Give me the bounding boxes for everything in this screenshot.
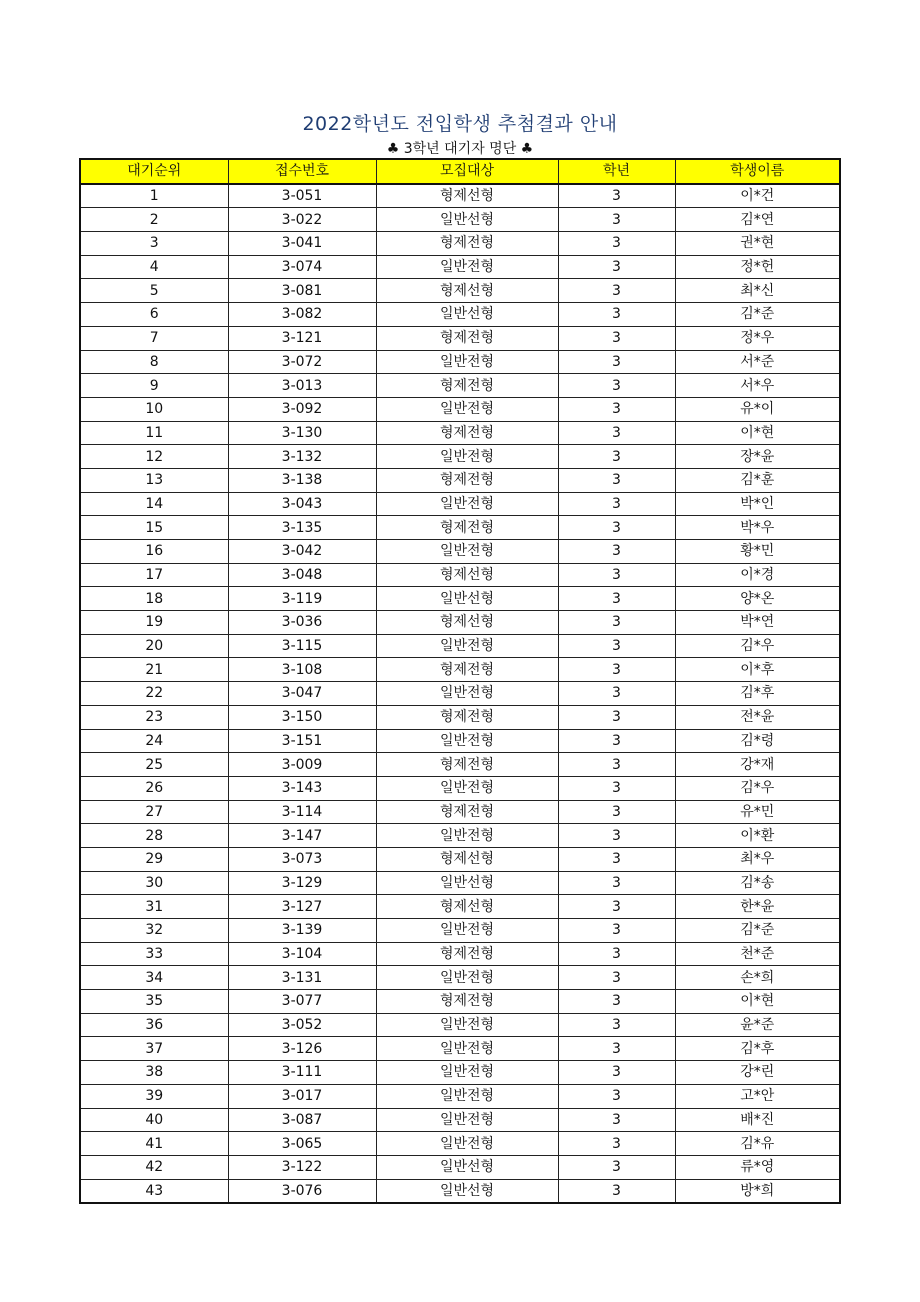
cell-admission-type: 형제전형 [376,468,558,492]
cell-admission-type: 일반선형 [376,871,558,895]
cell-application-number: 3-081 [228,279,376,303]
cell-grade: 3 [558,516,675,540]
cell-admission-type: 일반전형 [376,1132,558,1156]
cell-student-name: 이*건 [675,184,840,208]
cell-student-name: 장*윤 [675,445,840,469]
cell-application-number: 3-127 [228,895,376,919]
cell-admission-type: 일반전형 [376,634,558,658]
cell-rank: 4 [80,255,228,279]
cell-application-number: 3-151 [228,729,376,753]
cell-rank: 32 [80,919,228,943]
cell-rank: 1 [80,184,228,208]
cell-rank: 7 [80,326,228,350]
cell-admission-type: 일반전형 [376,255,558,279]
cell-grade: 3 [558,255,675,279]
table-row [80,516,840,540]
cell-grade: 3 [558,1108,675,1132]
table-row [80,184,840,208]
table-row [80,705,840,729]
cell-rank: 19 [80,611,228,635]
cell-rank: 34 [80,966,228,990]
table-row [80,1013,840,1037]
cell-grade: 3 [558,184,675,208]
cell-admission-type: 형제전형 [376,658,558,682]
cell-grade: 3 [558,990,675,1014]
cell-admission-type: 일반전형 [376,1084,558,1108]
cell-rank: 20 [80,634,228,658]
cell-admission-type: 일반전형 [376,729,558,753]
table-row [80,540,840,564]
cell-admission-type: 형제전형 [376,326,558,350]
cell-student-name: 이*현 [675,421,840,445]
cell-application-number: 3-135 [228,516,376,540]
cell-grade: 3 [558,563,675,587]
cell-grade: 3 [558,445,675,469]
cell-rank: 8 [80,350,228,374]
cell-rank: 5 [80,279,228,303]
cell-rank: 36 [80,1013,228,1037]
table-row [80,682,840,706]
cell-student-name: 정*우 [675,326,840,350]
table-row [80,895,840,919]
cell-student-name: 권*현 [675,232,840,256]
cell-rank: 21 [80,658,228,682]
cell-application-number: 3-076 [228,1179,376,1203]
cell-grade: 3 [558,776,675,800]
cell-grade: 3 [558,824,675,848]
cell-application-number: 3-047 [228,682,376,706]
table-row [80,421,840,445]
cell-application-number: 3-104 [228,942,376,966]
cell-rank: 12 [80,445,228,469]
cell-application-number: 3-143 [228,776,376,800]
cell-rank: 13 [80,468,228,492]
table-row [80,255,840,279]
cell-application-number: 3-139 [228,919,376,943]
cell-application-number: 3-129 [228,871,376,895]
cell-rank: 16 [80,540,228,564]
cell-rank: 11 [80,421,228,445]
cell-student-name: 이*현 [675,990,840,1014]
header-rank: 대기순위 [80,159,228,184]
cell-grade: 3 [558,1155,675,1179]
table-row [80,208,840,232]
cell-grade: 3 [558,753,675,777]
cell-admission-type: 일반전형 [376,1061,558,1085]
table-row [80,1084,840,1108]
cell-grade: 3 [558,1013,675,1037]
cell-student-name: 천*준 [675,942,840,966]
cell-admission-type: 일반전형 [376,1013,558,1037]
table-row [80,776,840,800]
cell-rank: 17 [80,563,228,587]
table-row [80,847,840,871]
cell-student-name: 방*희 [675,1179,840,1203]
cell-student-name: 최*우 [675,847,840,871]
cell-rank: 27 [80,800,228,824]
cell-admission-type: 형제전형 [376,800,558,824]
cell-student-name: 강*재 [675,753,840,777]
cell-student-name: 배*진 [675,1108,840,1132]
table-body [80,184,840,1204]
cell-application-number: 3-073 [228,847,376,871]
table-row [80,990,840,1014]
cell-student-name: 이*환 [675,824,840,848]
cell-admission-type: 일반선형 [376,587,558,611]
cell-grade: 3 [558,208,675,232]
table-row [80,350,840,374]
cell-admission-type: 형제전형 [376,753,558,777]
cell-application-number: 3-147 [228,824,376,848]
cell-application-number: 3-119 [228,587,376,611]
cell-rank: 40 [80,1108,228,1132]
cell-grade: 3 [558,729,675,753]
cell-application-number: 3-042 [228,540,376,564]
cell-admission-type: 형제전형 [376,421,558,445]
cell-rank: 10 [80,397,228,421]
cell-grade: 3 [558,1037,675,1061]
table-row [80,303,840,327]
waitlist-table [79,158,841,1204]
cell-rank: 14 [80,492,228,516]
cell-student-name: 김*유 [675,1132,840,1156]
cell-grade: 3 [558,350,675,374]
cell-admission-type: 형제선형 [376,184,558,208]
cell-grade: 3 [558,871,675,895]
table-row [80,634,840,658]
header-admission-type: 모집대상 [376,159,558,184]
cell-admission-type: 형제선형 [376,895,558,919]
cell-rank: 23 [80,705,228,729]
cell-application-number: 3-126 [228,1037,376,1061]
cell-grade: 3 [558,492,675,516]
cell-student-name: 손*희 [675,966,840,990]
cell-grade: 3 [558,800,675,824]
cell-rank: 6 [80,303,228,327]
table-row [80,729,840,753]
cell-application-number: 3-150 [228,705,376,729]
header-grade: 학년 [558,159,675,184]
cell-admission-type: 일반전형 [376,824,558,848]
cell-grade: 3 [558,468,675,492]
cell-application-number: 3-013 [228,374,376,398]
cell-student-name: 김*준 [675,919,840,943]
cell-application-number: 3-022 [228,208,376,232]
cell-student-name: 전*윤 [675,705,840,729]
cell-student-name: 최*신 [675,279,840,303]
cell-admission-type: 형제선형 [376,279,558,303]
cell-student-name: 강*린 [675,1061,840,1085]
table-row [80,587,840,611]
cell-student-name: 김*우 [675,776,840,800]
cell-admission-type: 일반전형 [376,350,558,374]
cell-rank: 18 [80,587,228,611]
cell-application-number: 3-115 [228,634,376,658]
table-row [80,1179,840,1203]
cell-admission-type: 형제전형 [376,990,558,1014]
table-row [80,326,840,350]
cell-student-name: 김*우 [675,634,840,658]
cell-student-name: 정*헌 [675,255,840,279]
cell-admission-type: 일반전형 [376,919,558,943]
cell-admission-type: 형제선형 [376,611,558,635]
cell-admission-type: 일반전형 [376,445,558,469]
cell-grade: 3 [558,895,675,919]
cell-admission-type: 형제선형 [376,563,558,587]
table-row [80,1155,840,1179]
cell-application-number: 3-108 [228,658,376,682]
cell-student-name: 김*후 [675,682,840,706]
table-row [80,658,840,682]
cell-student-name: 박*우 [675,516,840,540]
cell-student-name: 서*우 [675,374,840,398]
cell-application-number: 3-041 [228,232,376,256]
table-row [80,1108,840,1132]
cell-student-name: 박*인 [675,492,840,516]
cell-rank: 28 [80,824,228,848]
cell-rank: 9 [80,374,228,398]
cell-application-number: 3-087 [228,1108,376,1132]
table-row [80,279,840,303]
header-row [80,159,840,184]
cell-grade: 3 [558,1132,675,1156]
cell-grade: 3 [558,634,675,658]
cell-grade: 3 [558,682,675,706]
cell-admission-type: 일반전형 [376,397,558,421]
table-row [80,1132,840,1156]
cell-student-name: 유*민 [675,800,840,824]
cell-application-number: 3-043 [228,492,376,516]
cell-admission-type: 일반전형 [376,776,558,800]
cell-admission-type: 형제전형 [376,374,558,398]
cell-grade: 3 [558,942,675,966]
cell-grade: 3 [558,303,675,327]
cell-rank: 35 [80,990,228,1014]
cell-grade: 3 [558,1061,675,1085]
cell-student-name: 서*준 [675,350,840,374]
cell-application-number: 3-114 [228,800,376,824]
cell-rank: 31 [80,895,228,919]
cell-student-name: 윤*준 [675,1013,840,1037]
cell-rank: 24 [80,729,228,753]
cell-application-number: 3-130 [228,421,376,445]
cell-admission-type: 일반전형 [376,540,558,564]
cell-student-name: 황*민 [675,540,840,564]
cell-student-name: 김*송 [675,871,840,895]
cell-admission-type: 형제전형 [376,516,558,540]
cell-student-name: 한*윤 [675,895,840,919]
table-row [80,1037,840,1061]
cell-student-name: 이*후 [675,658,840,682]
cell-student-name: 유*이 [675,397,840,421]
cell-admission-type: 형제전형 [376,705,558,729]
table-row [80,966,840,990]
table-row [80,753,840,777]
cell-student-name: 류*영 [675,1155,840,1179]
cell-student-name: 김*준 [675,303,840,327]
cell-grade: 3 [558,658,675,682]
cell-rank: 22 [80,682,228,706]
document-subtitle: ♣ 3학년 대기자 명단 ♣ [386,141,534,157]
cell-application-number: 3-111 [228,1061,376,1085]
table-row [80,611,840,635]
cell-grade: 3 [558,279,675,303]
cell-grade: 3 [558,587,675,611]
cell-grade: 3 [558,1084,675,1108]
cell-admission-type: 형제전형 [376,232,558,256]
cell-application-number: 3-074 [228,255,376,279]
table-header [80,159,840,184]
cell-application-number: 3-048 [228,563,376,587]
document-title: 2022학년도 전입학생 추첨결과 안내 [302,113,618,135]
cell-application-number: 3-092 [228,397,376,421]
table-row [80,871,840,895]
cell-rank: 15 [80,516,228,540]
cell-application-number: 3-138 [228,468,376,492]
table-row [80,800,840,824]
cell-rank: 39 [80,1084,228,1108]
header-student-name: 학생이름 [675,159,840,184]
cell-student-name: 양*온 [675,587,840,611]
cell-rank: 38 [80,1061,228,1085]
cell-admission-type: 일반전형 [376,492,558,516]
table-row [80,445,840,469]
cell-application-number: 3-131 [228,966,376,990]
cell-student-name: 박*연 [675,611,840,635]
table-row [80,232,840,256]
cell-admission-type: 일반선형 [376,208,558,232]
cell-grade: 3 [558,705,675,729]
cell-grade: 3 [558,374,675,398]
cell-admission-type: 일반선형 [376,1155,558,1179]
cell-admission-type: 일반선형 [376,1179,558,1203]
cell-admission-type: 일반선형 [376,303,558,327]
cell-student-name: 이*경 [675,563,840,587]
cell-grade: 3 [558,966,675,990]
cell-rank: 43 [80,1179,228,1203]
cell-rank: 33 [80,942,228,966]
cell-grade: 3 [558,611,675,635]
cell-grade: 3 [558,847,675,871]
cell-admission-type: 형제전형 [376,942,558,966]
cell-application-number: 3-051 [228,184,376,208]
cell-rank: 29 [80,847,228,871]
header-application-number: 접수번호 [228,159,376,184]
cell-grade: 3 [558,540,675,564]
cell-student-name: 김*후 [675,1037,840,1061]
table-row [80,919,840,943]
cell-grade: 3 [558,232,675,256]
table-row [80,563,840,587]
cell-grade: 3 [558,397,675,421]
cell-student-name: 고*안 [675,1084,840,1108]
cell-application-number: 3-009 [228,753,376,777]
cell-application-number: 3-036 [228,611,376,635]
cell-grade: 3 [558,1179,675,1203]
cell-application-number: 3-077 [228,990,376,1014]
cell-grade: 3 [558,421,675,445]
table-row [80,824,840,848]
cell-rank: 26 [80,776,228,800]
cell-application-number: 3-017 [228,1084,376,1108]
cell-rank: 42 [80,1155,228,1179]
cell-rank: 25 [80,753,228,777]
table-row [80,1061,840,1085]
cell-student-name: 김*훈 [675,468,840,492]
cell-grade: 3 [558,919,675,943]
cell-admission-type: 일반전형 [376,966,558,990]
cell-application-number: 3-132 [228,445,376,469]
cell-rank: 2 [80,208,228,232]
cell-student-name: 김*연 [675,208,840,232]
cell-application-number: 3-072 [228,350,376,374]
cell-rank: 30 [80,871,228,895]
cell-application-number: 3-082 [228,303,376,327]
cell-admission-type: 일반전형 [376,1037,558,1061]
cell-application-number: 3-052 [228,1013,376,1037]
cell-rank: 3 [80,232,228,256]
cell-admission-type: 일반전형 [376,682,558,706]
cell-grade: 3 [558,326,675,350]
table-row [80,374,840,398]
cell-student-name: 김*령 [675,729,840,753]
cell-admission-type: 형제선형 [376,847,558,871]
table-row [80,468,840,492]
cell-application-number: 3-065 [228,1132,376,1156]
cell-application-number: 3-122 [228,1155,376,1179]
table-row [80,492,840,516]
cell-admission-type: 일반전형 [376,1108,558,1132]
cell-application-number: 3-121 [228,326,376,350]
table-row [80,397,840,421]
cell-rank: 37 [80,1037,228,1061]
table-row [80,942,840,966]
cell-rank: 41 [80,1132,228,1156]
